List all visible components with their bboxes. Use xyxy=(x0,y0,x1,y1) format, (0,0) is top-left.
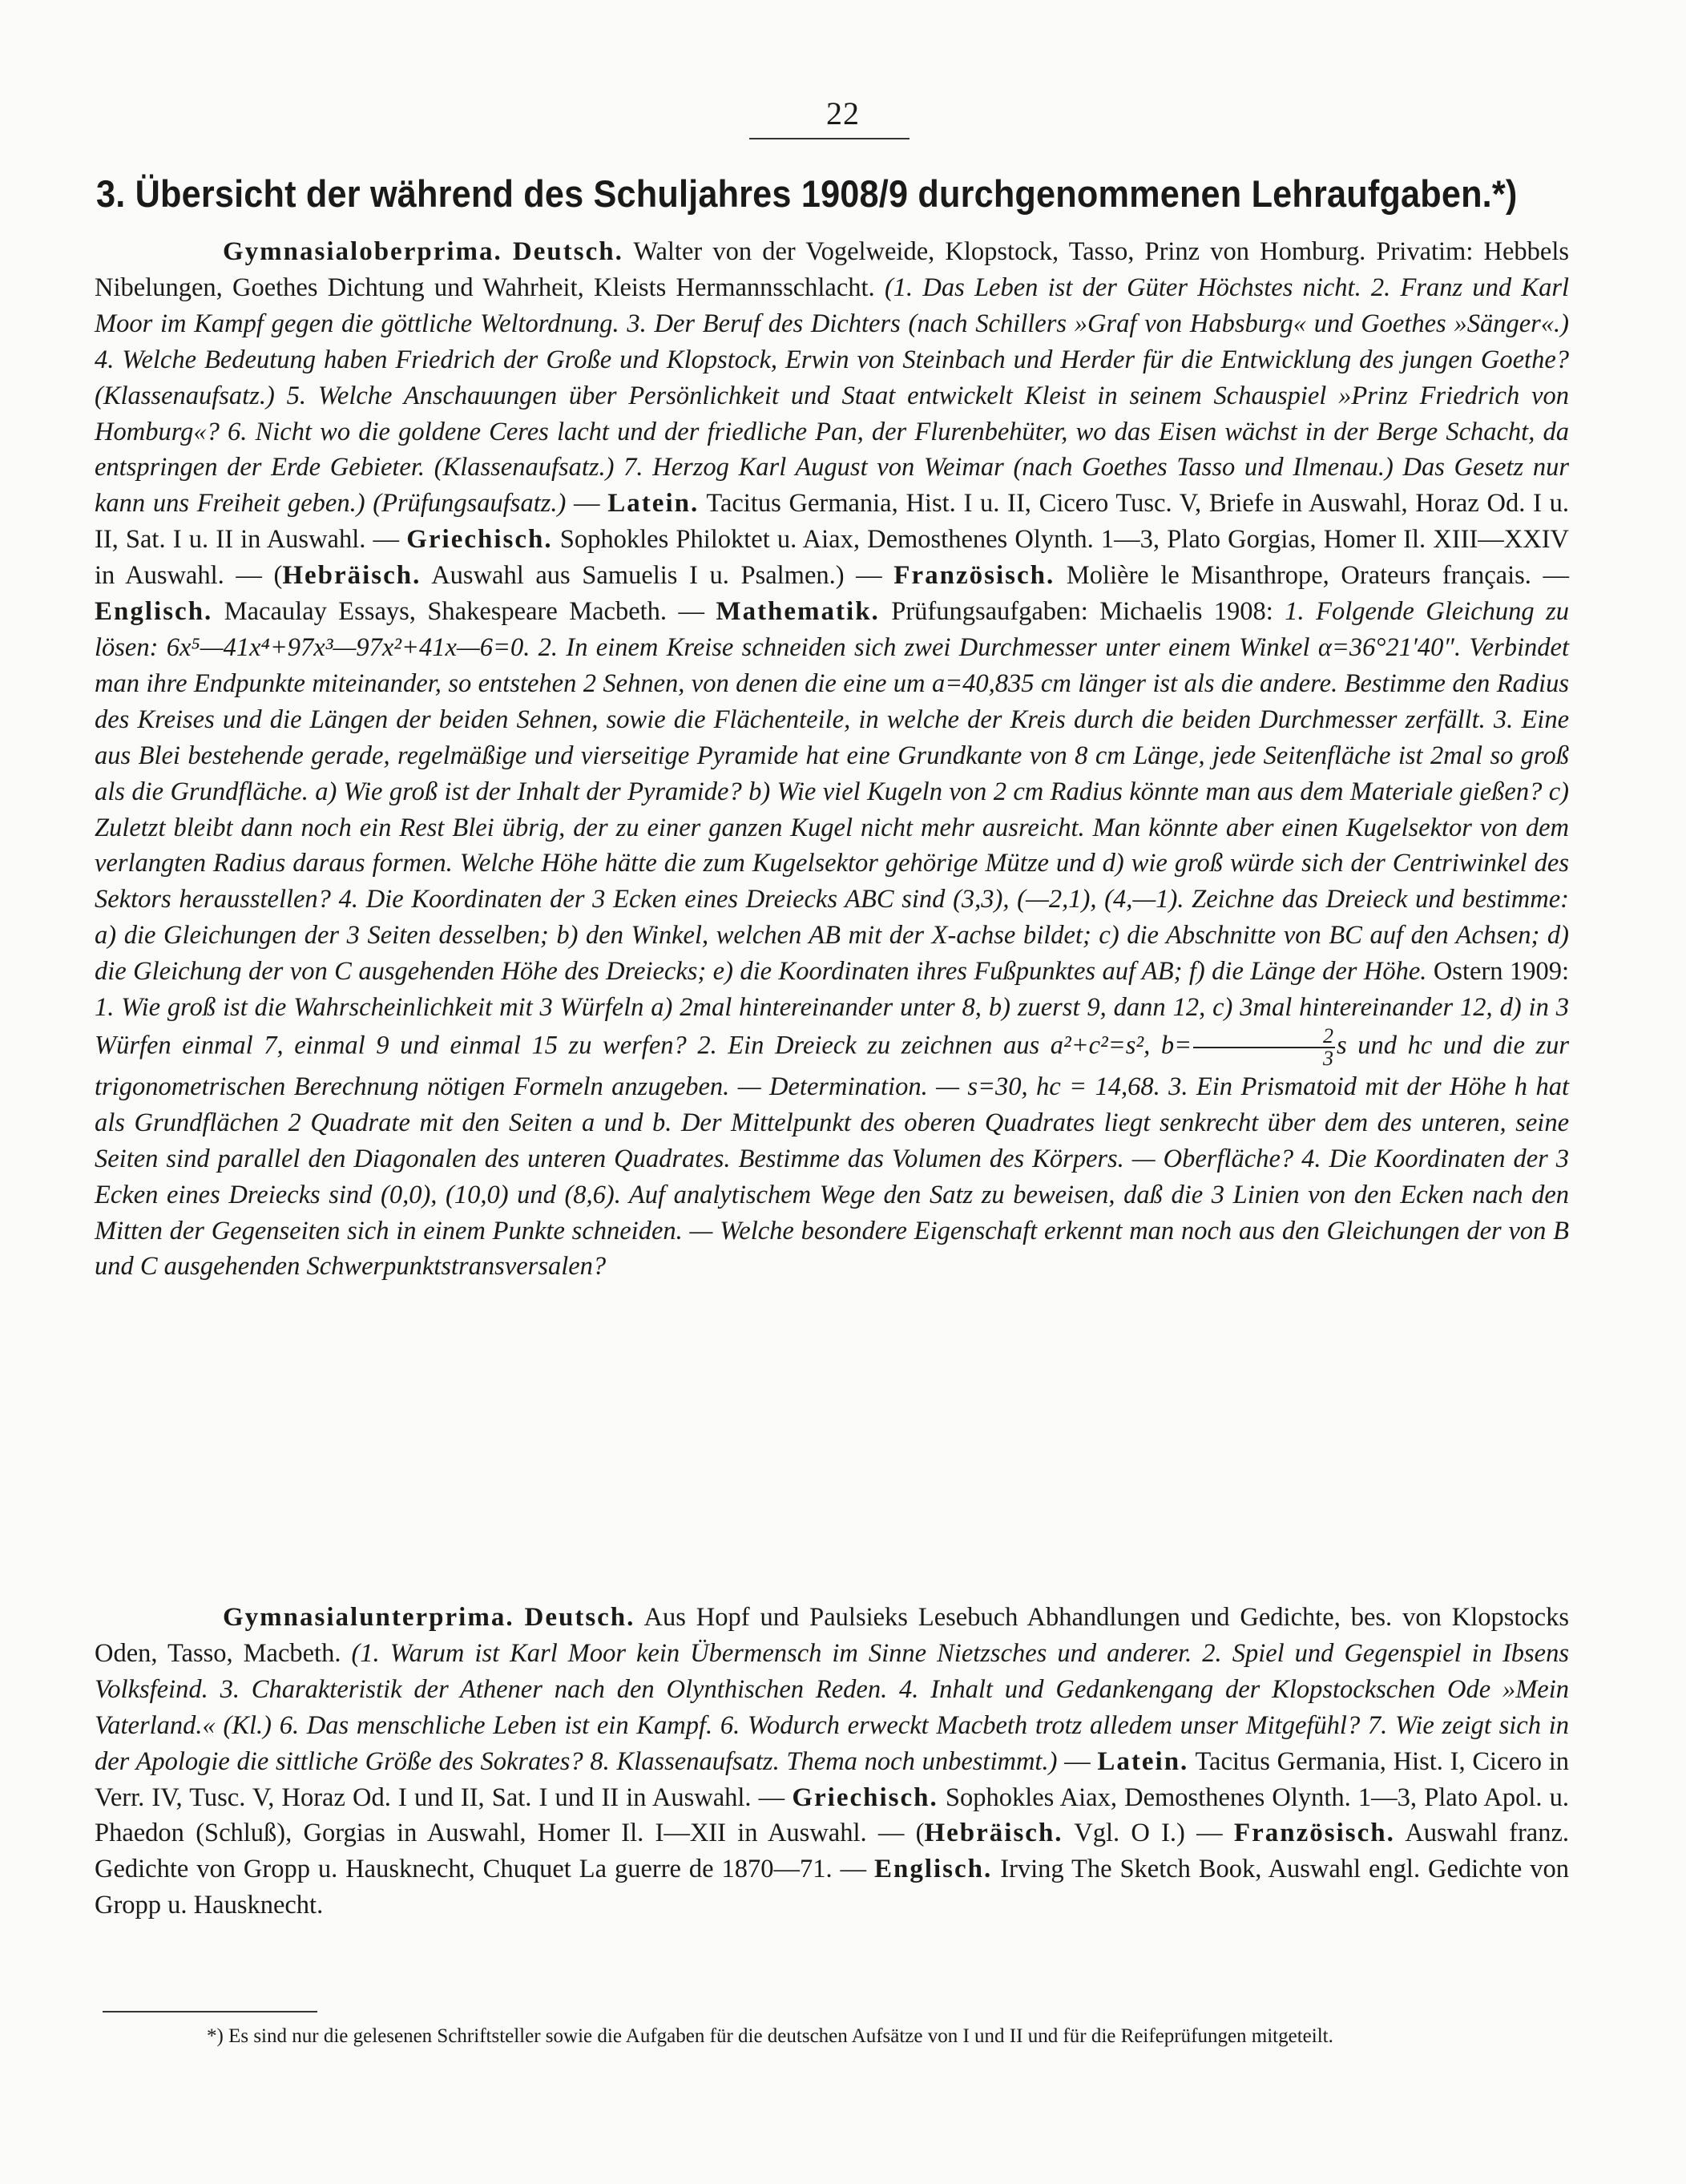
fraction-numerator: 2 xyxy=(1193,1026,1335,1048)
fraction-denominator: 3 xyxy=(1323,1046,1334,1070)
hebraeisch-readings: Auswahl aus Samuelis I u. Psalmen.) — xyxy=(421,561,894,591)
subject-deutsch: Deutsch. xyxy=(512,237,623,266)
deutsch-readings: Walter von der Vogelweide, Klopstock, Tasso, Prinz von Homburg. Privatim: Hebbels Nibelungen, Goethes Dichtung und Wahrheit, Kleists Hermannsschlacht. xyxy=(95,237,1570,302)
unterprima-paragraph xyxy=(95,1600,1569,1924)
class-heading-unterprima: Gymnasialunterprima. xyxy=(223,1603,514,1632)
oberprima-paragraph xyxy=(95,234,1569,1285)
deutsch-essay-topics: (1. Das Leben ist der Güter Höchstes nicht. 2. Franz und Karl Moor im Kampf gegen die göttliche Weltordnung. 3. Der Beruf des Dichters (nach Schillers »Graf von Habsburg« und Goethes »Sänger«.) 4. Welche Bedeutung haben Friedrich der Große und Klopstock, Erwin von Steinbach und Herder für die Entwicklung des jungen Goethe? (Klassenaufsatz.) 5. Welche Anschauungen über Persönlichkeit und Staat entwickelt Kleist in seinem Schauspiel »Prinz Friedrich von Homburg«? 6. Nicht wo die goldene Ceres lacht und der friedliche Pan, der Flurenbehüter, wo das Eisen wächst in der Berge Schacht, da entspringen der Erde Gebieter. (Klassenaufsatz.) 7. Herzog Karl August von Weimar (nach Goethes Tasso und Ilmenau.) Das Gesetz nur kann uns Freiheit geben.) (Prüfungsaufsatz.) xyxy=(95,272,1570,519)
griechisch-readings: Sophokles Philoktet u. Aiax, Demosthenes Olynth. 1—3, Plato Gorgias, Homer Il. XIII—XXIV in Auswahl. — ( xyxy=(95,525,1569,591)
class-heading-oberprima: Gymnasialoberprima. xyxy=(223,237,502,266)
englisch-readings: Macaulay Essays, Shakespeare Macbeth. — xyxy=(212,597,716,627)
dash: — xyxy=(566,489,608,519)
dash: — xyxy=(1057,1746,1098,1776)
subject-latein: Latein. xyxy=(607,489,700,519)
latein-readings: Tacitus Germania, Hist. I u. II, Cicero Tusc. V, Briefe in Auswahl, Horaz Od. I u. II, Sat. I u. II in Auswahl. — xyxy=(95,489,1570,555)
subject-hebraeisch: Hebräisch. xyxy=(924,1819,1063,1848)
englisch-readings: Irving The Sketch Book, Auswahl engl. Gedichte von Gropp u. Hausknecht. xyxy=(95,1855,1569,1920)
footnote-rule xyxy=(103,2011,317,2012)
subject-englisch: Englisch. xyxy=(873,1855,993,1884)
subject-hebraeisch: Hebräisch. xyxy=(282,561,422,591)
footnote: *) Es sind nur die gelesenen Schriftsteller sowie die Aufgaben für die deutschen Aufsätze von I und II und für die Reifeprüfungen mitgeteilt. xyxy=(207,2025,1333,2047)
subject-latein: Latein. xyxy=(1097,1746,1189,1776)
franzoesisch-readings: Auswahl franz. Gedichte von Gropp u. Hausknecht, Chuquet La guerre de 1870—71. — xyxy=(95,1819,1569,1884)
ostern-label: Ostern 1909: xyxy=(1426,957,1569,987)
griechisch-readings: Sophokles Aiax, Demosthenes Olynth. 1—3, Plato Apol. u. Phaedon (Schluß), Gorgias in Auswahl, Homer Il. I—XII in Auswahl. — ( xyxy=(95,1782,1569,1848)
math-ostern-tasks-b: s und hc und die zur trigonometrischen Berechnung nötigen Formeln anzugeben. — Determination. — s=30, hc = 14,68. 3. Ein Prismatoid mit der Höhe h hat als Grundflächen 2 Quadrate mit den Seiten a und b. Der Mittelpunkt des oberen Quadrates liegt senkrecht über dem des unteren, seine Seiten sind parallel den Diagonalen des unteren Quadrates. Bestimme das Volumen des Körpers. — Oberfläche? 4. Die Koordinaten der 3 Ecken eines Dreiecks sind (0,0), (10,0) und (8,6). Auf analytischem Wege den Satz zu beweisen, daß die 3 Linien von den Ecken nach den Mitten der Gegenseiten sich in einem Punkte schneiden. — Welche besondere Eigenschaft erkennt man noch aus den Gleichungen der von B und C ausgehenden Schwerpunktstransversalen? xyxy=(95,1031,1569,1282)
section-title: 3. Übersicht der während des Schuljahres 1908/9 durchgenommenen Lehraufgaben.*) xyxy=(96,172,1518,215)
subject-deutsch: Deutsch. xyxy=(524,1603,635,1632)
subject-griechisch: Griechisch. xyxy=(792,1782,938,1812)
page-number-rule xyxy=(749,138,910,139)
page-number: 22 xyxy=(826,95,860,131)
subject-franzoesisch: Französisch. xyxy=(1233,1819,1395,1848)
franzoesisch-readings: Molière le Misanthrope, Orateurs français. — xyxy=(1055,561,1569,591)
fraction-two-thirds xyxy=(1193,1023,1335,1070)
deutsch-essay-topics: (1. Warum ist Karl Moor kein Übermensch im Sinne Nietzsches und anderer. 2. Spiel und Gegenspiel in Ibsens Volksfeind. 3. Charakteristik der Athener nach den Olynthischen Reden. 4. Inhalt und Gedankengang der Klopstockschen Ode »Mein Vaterland.« (Kl.) 6. Das menschliche Leben ist ein Kampf. 6. Wodurch erweckt Macbeth trotz alledem unser Mitgefühl? 7. Wie zeigt sich in der Apologie die sittliche Größe des Sokrates? 8. Klassenaufsatz. Thema noch unbestimmt.) xyxy=(95,1638,1569,1776)
math-michaelis-tasks: 1. Folgende Gleichung zu lösen: 6x⁵—41x⁴+97x³—97x²+41x—6=0. 2. In einem Kreise schneiden sich zwei Durchmesser unter einem Winkel α=36°21′40″. Verbindet man ihre Endpunkte miteinander, so entstehen 2 Sehnen, von denen die eine um a=40,835 cm länger ist als die andere. Bestimme den Radius des Kreises und die Längen der beiden Sehnen, sowie die Flächenteile, in welche der Kreis durch die beiden Durchmesser zerfällt. 3. Eine aus Blei bestehende gerade, regelmäßige und vierseitige Pyramide hat eine Grundkante von 8 cm Länge, jede Seitenfläche ist 2mal so groß als die Grundfläche. a) Wie groß ist der Inhalt der Pyramide? b) Wie viel Kugeln von 2 cm Radius könnte man aus dem Materiale gießen? c) Zuletzt bleibt dann noch ein Rest Blei übrig, der zu einer ganzen Kugel nicht mehr ausreicht. Man könnte aber einen Kugelsektor von dem verlangten Radius daraus formen. Welche Höhe hätte die zum Kugelsektor gehörige Mütze und d) wie groß würde sich der Centriwinkel des Sektors herausstellen? 4. Die Koordinaten der 3 Ecken eines Dreiecks ABC sind (3,3), (—2,1), (4,—1). Zeichne das Dreieck und bestimme: a) die Gleichungen der 3 Seiten desselben; b) den Winkel, welchen AB mit der X-achse bildet; c) die Abschnitte von BC auf den Achsen; d) die Gleichung der von C ausgehenden Höhe des Dreiecks; e) die Koordinaten ihres Fußpunktes auf AB; f) die Länge der Höhe. xyxy=(95,597,1569,987)
deutsch-readings: Aus Hopf und Paulsieks Lesebuch Abhandlungen und Gedichte, bes. von Klopstocks Oden, Tasso, Macbeth. xyxy=(95,1603,1569,1668)
mathematik-intro: Prüfungsaufgaben: Michaelis 1908: xyxy=(879,597,1285,627)
subject-englisch: Englisch. xyxy=(95,597,213,627)
hebraeisch-readings: Vgl. O I.) — xyxy=(1063,1819,1234,1848)
subject-mathematik: Mathematik. xyxy=(716,597,880,627)
math-ostern-tasks-a: 1. Wie groß ist die Wahrscheinlichkeit mit 3 Würfeln a) 2mal hintereinander unter 8, b) zuerst 9, dann 12, c) 3mal hintereinander 12, d) in 3 Würfen einmal 7, einmal 9 und einmal 15 zu werfen? 2. Ein Dreieck zu zeichnen aus a²+c²=s², b= xyxy=(95,993,1569,1060)
latein-readings: Tacitus Germania, Hist. I, Cicero in Verr. IV, Tusc. V, Horaz Od. I und II, Sat. I und II in Auswahl. — xyxy=(95,1746,1569,1812)
subject-griechisch: Griechisch. xyxy=(406,525,553,555)
subject-franzoesisch: Französisch. xyxy=(893,561,1055,591)
